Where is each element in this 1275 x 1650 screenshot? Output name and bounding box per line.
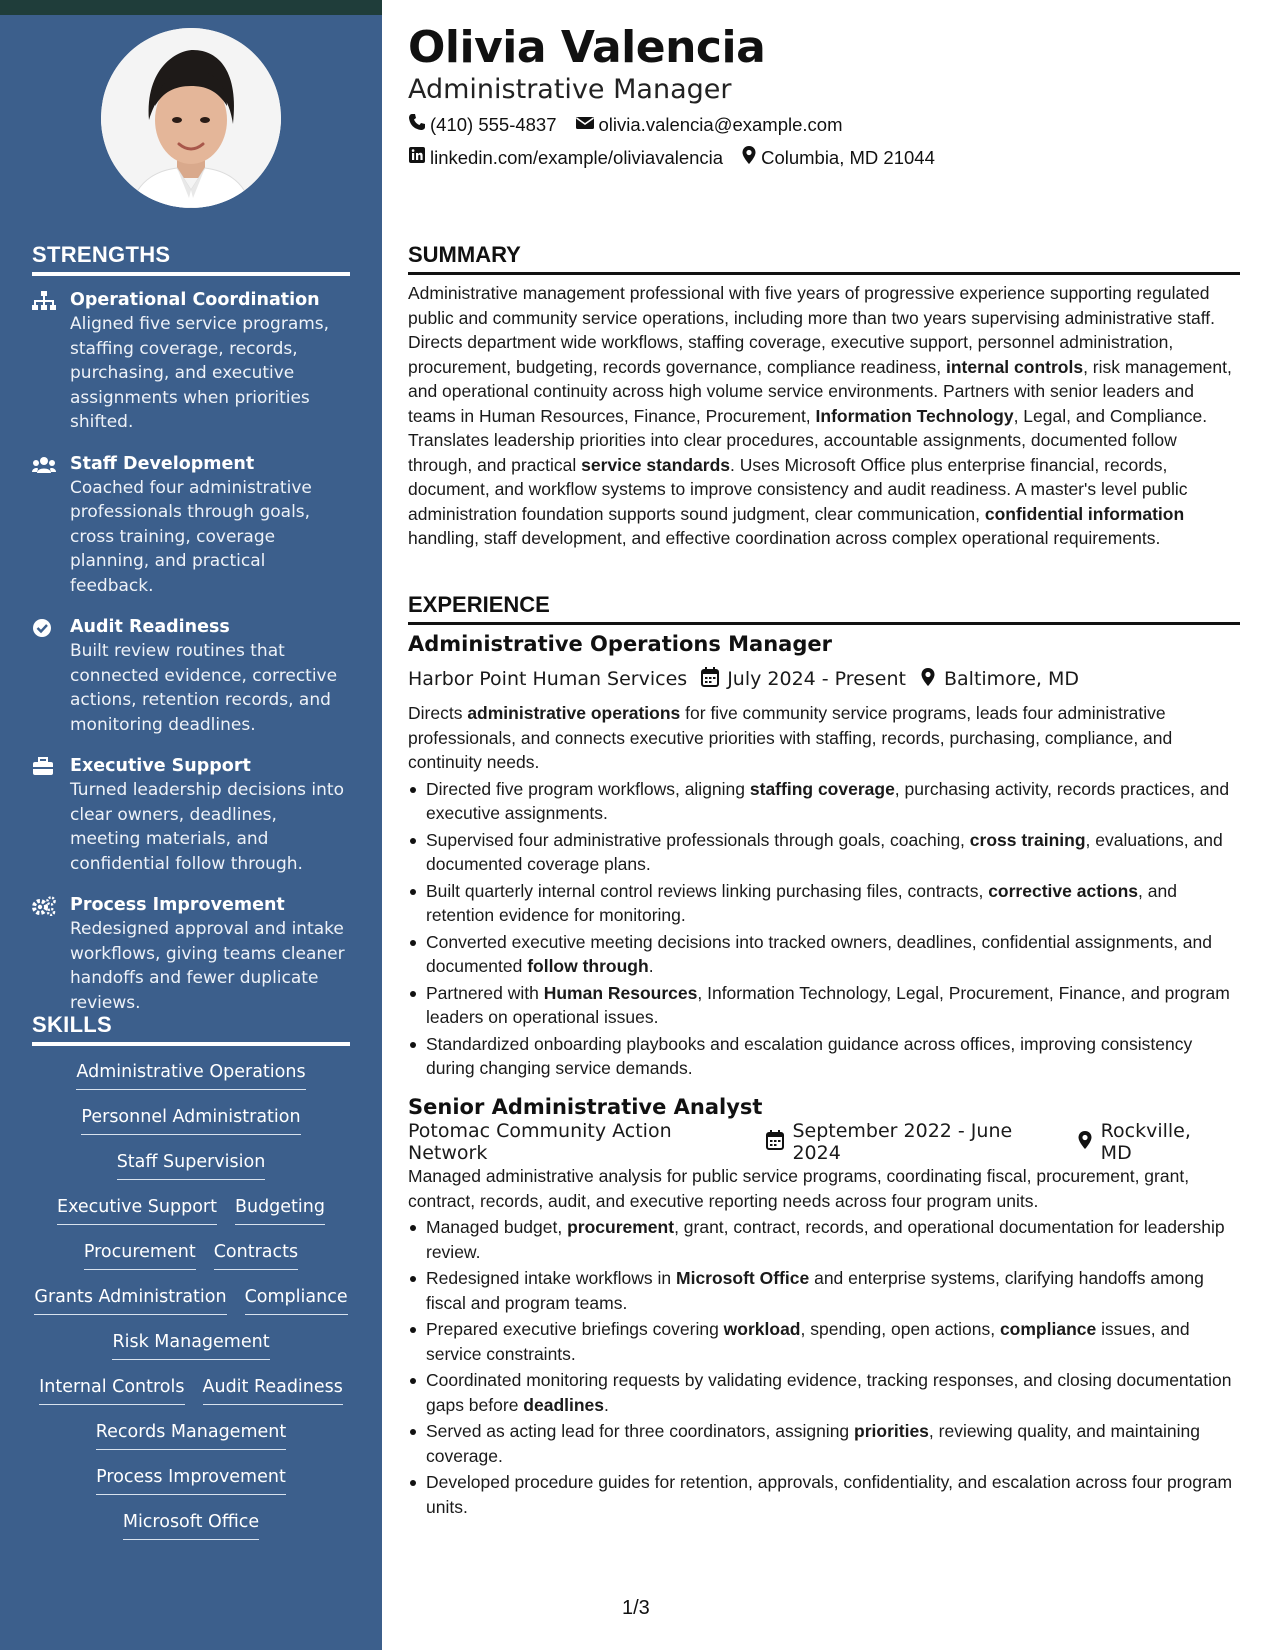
strength-item xyxy=(32,615,352,737)
bullet-segment: Directed five program workflows, aligning xyxy=(426,778,750,799)
profile-photo xyxy=(101,28,281,208)
gears-icon xyxy=(32,896,56,916)
skill-row xyxy=(32,1195,350,1240)
skill-tag: Grants Administration xyxy=(34,1285,226,1315)
skill-row xyxy=(32,1465,350,1510)
contact-phone xyxy=(408,113,557,136)
bullet-segment: Managed budget, xyxy=(426,1217,568,1237)
summary-highlight: confidential information xyxy=(984,503,1185,524)
calendar-icon xyxy=(766,1130,792,1155)
bullet-segment: Supervised four administrative professionals through goals, coaching, xyxy=(426,829,970,850)
bullet-item xyxy=(408,1419,1240,1468)
skill-tag: Risk Management xyxy=(112,1330,269,1360)
skill-row xyxy=(32,1240,350,1285)
map-pin-icon xyxy=(741,145,761,170)
strength-name: Process Improvement xyxy=(70,895,285,915)
bullet-item xyxy=(408,1266,1240,1315)
phone-icon xyxy=(408,113,430,136)
bullet-segment: , spending, open actions, xyxy=(800,1319,1000,1339)
location-text: Baltimore, MD xyxy=(943,668,1079,690)
bullet-item xyxy=(408,1032,1240,1081)
contact-linkedin[interactable] xyxy=(408,146,723,169)
bullet-segment: Developed procedure guides for retention, approvals, confidentiality, and escalation across four program units. xyxy=(426,1472,1233,1517)
job-entry xyxy=(408,1095,1240,1521)
job-location xyxy=(920,667,1079,692)
bullet-highlight: deadlines xyxy=(523,1394,605,1415)
job-dates xyxy=(766,1120,1062,1164)
skill-tag: Records Management xyxy=(96,1420,286,1450)
bullet-highlight: Microsoft Office xyxy=(676,1268,810,1288)
skill-tag: Contracts xyxy=(214,1240,298,1270)
bullet-item xyxy=(408,981,1240,1030)
bullet-segment: Converted executive meeting decisions into tracked owners, deadlines, confidential assignments, and documented xyxy=(426,931,1213,976)
summary-text xyxy=(408,281,1240,551)
bullet-highlight: staffing coverage xyxy=(749,778,895,799)
bullet-segment: Redesigned intake workflows in xyxy=(426,1268,676,1288)
bullet-segment: Built quarterly internal control reviews linking purchasing files, contracts, xyxy=(426,880,989,901)
strength-description: Turned leadership decisions into clear owners, deadlines, meeting materials, and confidential follow through. xyxy=(70,780,344,874)
skills-title: SKILLS xyxy=(32,1012,350,1046)
map-pin-icon xyxy=(1077,1130,1101,1155)
summary-segment: handling, staff development, and effective coordination across complex operational requirements. xyxy=(408,528,1161,548)
dates-text: July 2024 - Present xyxy=(727,668,906,690)
users-icon xyxy=(32,455,56,475)
job-description xyxy=(408,1164,1240,1213)
strengths-title: STRENGTHS xyxy=(32,242,350,276)
skill-tag: Executive Support xyxy=(57,1195,217,1225)
skill-tag: Administrative Operations xyxy=(76,1060,305,1090)
bullet-item xyxy=(408,930,1240,979)
summary-title: SUMMARY xyxy=(408,242,1240,275)
job-company xyxy=(408,1120,752,1164)
strength-name: Operational Coordination xyxy=(70,290,320,310)
briefcase-icon xyxy=(32,757,56,777)
job-dates xyxy=(701,667,906,692)
candidate-name: Olivia Valencia xyxy=(408,22,766,73)
skill-row xyxy=(32,1150,350,1195)
strength-name: Executive Support xyxy=(70,756,251,776)
skill-tag: Personnel Administration xyxy=(81,1105,300,1135)
job-location xyxy=(1077,1120,1226,1164)
bullet-segment: Standardized onboarding playbooks and escalation guidance across offices, improving consistency during changing service demands. xyxy=(426,1033,1193,1078)
bullet-highlight: procurement xyxy=(567,1217,675,1237)
skill-tag: Procurement xyxy=(84,1240,196,1270)
strength-name: Audit Readiness xyxy=(70,617,230,637)
bullet-item xyxy=(408,1317,1240,1366)
bullet-highlight: follow through xyxy=(527,956,649,976)
job-bullets xyxy=(408,1215,1240,1519)
experience-title: EXPERIENCE xyxy=(408,592,1240,625)
job-company xyxy=(408,668,687,690)
company-text: Harbor Point Human Services xyxy=(408,668,688,690)
contact-row xyxy=(408,145,953,170)
candidate-title: Administrative Manager xyxy=(408,74,732,105)
summary-segment: . Uses Microsoft Office plus enterprise financial, records, document, and workflow systems to improve consistency and audit readiness. A master's level public administration foundation supports sound judgment, clear communication, xyxy=(408,454,1188,524)
skill-row xyxy=(32,1375,350,1420)
strength-item xyxy=(32,288,352,435)
bullet-item xyxy=(408,1368,1240,1417)
sidebar-top-bar xyxy=(0,0,382,15)
strength-item xyxy=(32,754,352,876)
bullet-item xyxy=(408,1470,1240,1519)
skill-tag: Staff Supervision xyxy=(117,1150,266,1180)
summary-highlight: Information Technology xyxy=(815,405,1014,426)
bullet-item xyxy=(408,828,1240,877)
desc-segment: Directs xyxy=(408,703,468,723)
job-role: Senior Administrative Analyst xyxy=(408,1095,763,1119)
bullet-highlight: priorities xyxy=(854,1421,929,1441)
dates-text: September 2022 - June 2024 xyxy=(792,1120,1013,1164)
bullet-segment: . xyxy=(648,956,654,976)
bullet-segment: Partnered with xyxy=(426,982,544,1003)
job-role: Administrative Operations Manager xyxy=(408,632,832,656)
skill-tag: Budgeting xyxy=(235,1195,325,1225)
skill-row xyxy=(32,1285,350,1330)
bullet-highlight: compliance xyxy=(999,1319,1097,1339)
summary-highlight: internal controls xyxy=(945,356,1084,377)
summary-segment: , Legal, and Compliance. Translates leadership priorities into clear procedures, accountable assignments, documented follow through, and practical xyxy=(408,405,1208,475)
skill-tag: Process Improvement xyxy=(96,1465,286,1495)
contact-location xyxy=(741,145,935,170)
bullet-segment: , reviewing quality, and maintaining coverage. xyxy=(426,1421,1201,1466)
skill-row xyxy=(32,1510,350,1555)
strengths-list xyxy=(32,288,352,1032)
strength-name: Staff Development xyxy=(70,453,255,474)
envelope-icon xyxy=(575,114,599,136)
location-text: Rockville, MD xyxy=(1100,1120,1191,1164)
bullet-segment: Coordinated monitoring requests by validating evidence, tracking responses, and closing documentation gaps before xyxy=(426,1370,1232,1415)
skill-tag: Audit Readiness xyxy=(203,1375,343,1405)
map-pin-icon xyxy=(920,667,944,692)
strength-description: Coached four administrative professionals through goals, cross training, coverage planning, and practical feedback. xyxy=(70,477,312,596)
linkedin-text[interactable]: linkedin.com/example/oliviavalencia xyxy=(430,146,724,168)
job-meta xyxy=(408,1120,1240,1164)
sidebar xyxy=(0,0,382,1650)
bullet-segment: , Information Technology, Legal, Procurement, Finance, and program leaders on operational issues. xyxy=(426,982,1230,1027)
linkedin-icon xyxy=(408,146,430,169)
bullet-highlight: workload xyxy=(723,1319,801,1339)
bullet-segment: Prepared executive briefings covering xyxy=(426,1319,724,1339)
page-number: 1/3 xyxy=(622,1597,650,1619)
strength-item xyxy=(32,452,352,599)
strength-item xyxy=(32,893,352,1015)
contact-email[interactable] xyxy=(575,114,843,136)
bullet-highlight: Human Resources xyxy=(543,982,698,1003)
desc-segment: for five community service programs, leads four administrative professionals, and connects executive priorities with staffing, records, purchasing, compliance, and continuity needs. xyxy=(408,703,1173,772)
bullet-segment: issues, and service constraints. xyxy=(426,1319,1190,1364)
phone-text: (410) 555-4837 xyxy=(430,113,557,135)
job-entry xyxy=(408,632,1240,1083)
desc-segment: Managed administrative analysis for public service programs, coordinating fiscal, procurement, grant, contract, records, audit, and executive reporting needs across four program units. xyxy=(408,1166,1190,1211)
skill-tag: Internal Controls xyxy=(39,1375,184,1405)
bullet-segment: Served as acting lead for three coordinators, assigning xyxy=(426,1421,855,1441)
bullet-item xyxy=(408,1215,1240,1264)
sitemap-icon xyxy=(32,291,56,311)
summary-highlight: service standards xyxy=(581,454,731,475)
strength-description: Aligned five service programs, staffing coverage, records, purchasing, and executive assignments when priorities shifted. xyxy=(70,314,330,432)
company-text: Potomac Community Action Network xyxy=(408,1120,672,1164)
skill-tag: Microsoft Office xyxy=(123,1510,259,1540)
calendar-icon xyxy=(701,667,727,692)
bullet-highlight: corrective actions xyxy=(988,880,1138,901)
summary-segment: Administrative management professional with five years of progressive experience supporting regulated public and community service operations, including more than two years supervising administrative staff. Directs department wide workflows, staffing coverage, executive support, personnel administration, procurement, budgeting, records governance, compliance readiness, xyxy=(408,283,1216,377)
skill-row xyxy=(32,1420,350,1465)
strength-description: Built review routines that connected evidence, corrective actions, retention records, and monitoring deadlines. xyxy=(70,641,338,735)
bullet-segment: , evaluations, and documented coverage plans. xyxy=(426,829,1223,874)
job-bullets xyxy=(408,777,1240,1081)
summary-segment: , risk management, and operational continuity across high volume service environments. Partners with senior leaders and teams in Human Resources, Finance, Procurement, xyxy=(408,356,1232,426)
bullet-highlight: cross training xyxy=(969,829,1086,850)
bullet-segment: and enterprise systems, clarifying handoffs among fiscal and program teams. xyxy=(426,1268,1204,1313)
contact-row xyxy=(408,113,860,136)
skill-row xyxy=(32,1330,350,1375)
bullet-segment: , grant, contract, records, and operational documentation for leadership review. xyxy=(426,1217,1225,1262)
bullet-segment: . xyxy=(604,1394,609,1415)
job-description xyxy=(408,701,1240,775)
email-text[interactable]: olivia.valencia@example.com xyxy=(598,113,843,135)
bullet-segment: , and retention evidence for monitoring. xyxy=(426,880,1177,925)
bullet-segment: , purchasing activity, records practices, and executive assignments. xyxy=(426,778,1230,823)
check-circle-icon xyxy=(32,618,56,638)
strength-description: Redesigned approval and intake workflows, giving teams cleaner handoffs and fewer duplicate reviews. xyxy=(70,919,345,1013)
skill-row xyxy=(32,1060,350,1105)
location-text: Columbia, MD 21044 xyxy=(761,146,935,168)
bullet-item xyxy=(408,879,1240,928)
bullet-item xyxy=(408,777,1240,826)
skill-tag: Compliance xyxy=(245,1285,348,1315)
skill-row xyxy=(32,1105,350,1150)
desc-highlight: administrative operations xyxy=(467,703,681,723)
job-meta xyxy=(408,663,1240,695)
skills-list xyxy=(32,1060,350,1555)
